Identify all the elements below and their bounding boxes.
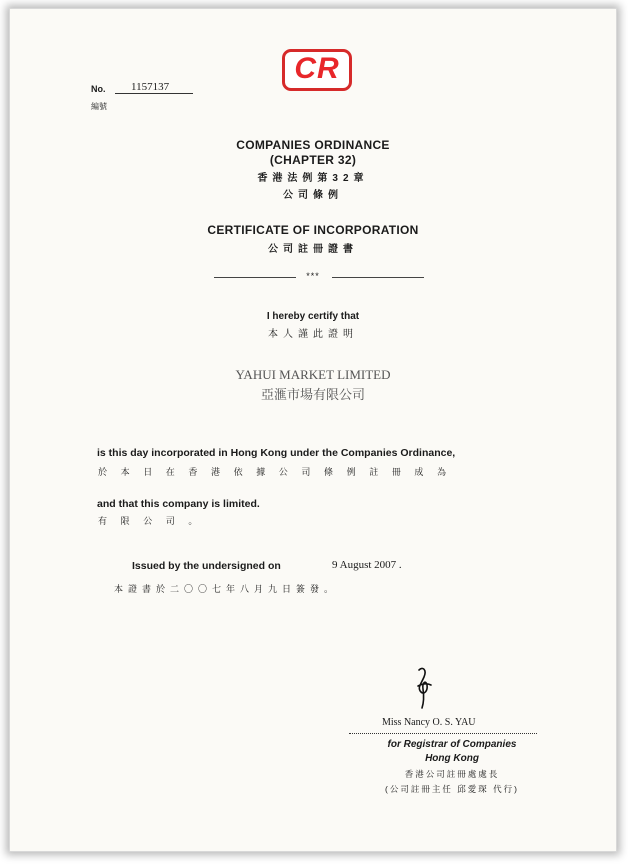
handwritten-signature [409,664,439,710]
registrar-role-cjk: (公司註冊主任 邱愛琛 代行) [385,784,519,794]
registrar-place: Hong Kong [425,753,479,764]
divider-stars: *** [306,271,320,281]
issued-label: Issued by the undersigned on [132,560,281,572]
registrar-title-cjk: 香港公司註冊處處長 [404,769,500,779]
certificate-number-label-cjk: 編號 [91,102,107,111]
ordinance-chapter-cjk: 香港法例第32章 [257,173,369,184]
company-name: YAHUI MARKET LIMITED [235,367,391,382]
certify-statement-cjk: 本人謹此證明 [268,329,358,340]
ordinance-title-cjk: 公司條例 [283,190,343,201]
cr-logo [282,49,352,91]
limited-statement-cjk: 有限公司。 [98,516,212,526]
company-name-cjk: 亞滙市場有限公司 [260,387,365,402]
divider-right-rule [332,277,424,278]
signatory-name: Miss Nancy O. S. YAU [382,717,476,728]
ordinance-chapter: (CHAPTER 32) [269,153,357,167]
certify-statement: I hereby certify that [266,311,360,322]
issued-date: 9 August 2007 . [332,559,402,571]
issued-date-cjk: 本證書於二〇〇七年八月九日簽發。 [114,584,339,594]
certificate-number-value: 1157137 [115,81,193,94]
limited-statement: and that this company is limited. [97,498,260,510]
logo-text: CR [294,52,340,85]
incorporation-statement-cjk: 於本日在香港依據公司條例註冊成為 [98,467,460,477]
certificate-title: CERTIFICATE OF INCORPORATION [207,223,419,237]
incorporation-statement: is this day incorporated in Hong Kong under the Companies Ordinance, [97,447,456,459]
certificate-document [9,8,617,852]
certificate-number-label: No. [91,84,106,94]
ordinance-title: COMPANIES ORDINANCE [236,138,390,152]
registrar-title: for Registrar of Companies [387,739,517,750]
signature-line [349,733,537,734]
certificate-title-cjk: 公司註冊證書 [268,244,358,255]
